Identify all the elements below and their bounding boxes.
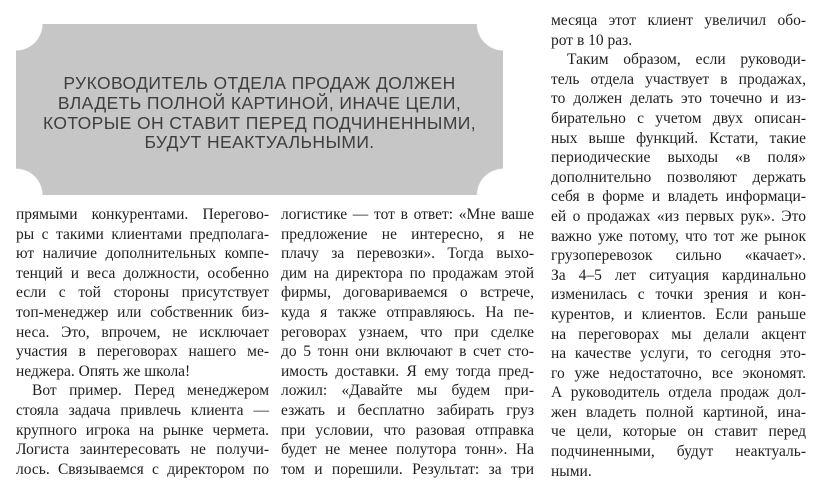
text-line: месяца этот клиент увеличил обо- (551, 12, 806, 29)
text-line: бирательно с учетом двух описан- (551, 109, 806, 127)
text-line: ют наличие дополнительных компе- (16, 245, 269, 263)
text-column-left (16, 205, 269, 479)
text-line: фирмы, договариваемся о встрече, (281, 284, 534, 302)
text-line: куда я также отправляюсь. На пе- (281, 303, 534, 321)
text-line: имость доставки. Я ему тогда пред- (281, 362, 534, 380)
text-line: рот в 10 раз. (551, 31, 633, 49)
text-line: будет не менее полутора тонн». На (281, 441, 534, 459)
text-line: курентов, и клиентов. Если раньше (551, 305, 806, 323)
text-line: на переговорах мы делали акцент (551, 325, 806, 343)
text-line: го уже недостаточно, все экономят. (551, 364, 806, 382)
text-line: участия в переговорах нашего ме- (16, 343, 269, 361)
text-line: РУКОВОДИТЕЛЬ ОТДЕЛА ПРОДАЖ ДОЛЖЕН (63, 73, 456, 94)
text-line: до 5 тонн они включают в счет сто- (281, 343, 534, 361)
text-line: подчиненными, будут неактуаль- (551, 443, 806, 461)
text-line: периодические выходы «в поля» (551, 149, 806, 167)
text-line: ложил: «Давайте мы будем при- (281, 382, 534, 400)
text-line: езжать и бесплатно забирать груз (281, 401, 534, 419)
text-line: себя в форме и владеть информаци- (551, 188, 806, 206)
text-line: Логиста заинтересовать не получи- (16, 441, 269, 459)
text-line: важно уже потому, что тот же рынок (551, 227, 806, 245)
text-column-right (551, 11, 806, 481)
text-line: при условии, что разовая отправка (281, 421, 534, 439)
text-line: А руководитель отдела продаж дол- (551, 384, 806, 402)
text-line: крупного игрока на рынке чермета. (16, 421, 269, 439)
text-line: логистике — тот в ответ: «Мне ваше (281, 206, 534, 223)
text-line: топ-менеджер или собственник биз- (16, 303, 269, 321)
text-line: дополнительно позволяют держать (551, 168, 806, 186)
text-line: грузоперевозок сильно «качает». (551, 247, 806, 265)
text-line: прямыми конкурентами. Перегово- (16, 206, 269, 223)
text-line: тель отдела участвует в продажах, (551, 70, 806, 88)
text-line: За 4–5 лет ситуация кардинально (551, 266, 806, 284)
text-line: том и порешили. Результат: за три (281, 460, 534, 478)
text-line: Таким образом, если руководи- (567, 51, 806, 69)
text-line: ных выше функций. Кстати, такие (551, 129, 806, 147)
text-line: БУДУТ НЕАКТУАЛЬНЫМИ. (144, 132, 375, 153)
text-line: дим на директора по продажам этой (281, 264, 534, 282)
text-line: предложение не интересно, я не (281, 225, 534, 243)
text-line: неджера. Опять же школа! (16, 362, 191, 380)
text-line: ей о продажах «из первых рук». Это (551, 207, 806, 225)
text-line: то должен делать это точечно и из- (551, 90, 806, 108)
text-line: ры с такими клиентами предполага- (16, 225, 269, 243)
text-line: изменилась с точки зрения и кон- (551, 286, 806, 304)
text-line: лось. Связываемся с директором по (16, 460, 269, 478)
text-line: плачу за перевозки». Тогда выхо- (281, 245, 534, 263)
text-line: неса. Это, впрочем, не исключает (16, 323, 269, 341)
text-line: тенций и веса должности, особенно (16, 264, 269, 282)
text-line: реговорах узнаем, что при сделке (281, 323, 534, 341)
text-line: ВЛАДЕТЬ ПОЛНОЙ КАРТИНОЙ, ИНАЧЕ ЦЕЛИ, (57, 92, 462, 113)
text-line: Вот пример. Перед менеджером (32, 382, 269, 400)
pull-quote-banner (16, 24, 503, 195)
text-line: жен владеть полной картиной, ина- (551, 403, 806, 421)
text-line: че цели, которые он ставит перед (551, 423, 806, 441)
text-line: стояла задача привлечь клиента — (16, 401, 269, 419)
text-line: КОТОРЫЕ ОН СТАВИТ ПЕРЕД ПОДЧИНЕННЫМИ, (42, 112, 477, 133)
text-line: ными. (551, 462, 592, 480)
text-column-middle (281, 205, 534, 479)
text-line: если с той стороны присутствует (16, 284, 269, 302)
text-line: на качестве услуги, то сегодня это- (551, 345, 806, 363)
